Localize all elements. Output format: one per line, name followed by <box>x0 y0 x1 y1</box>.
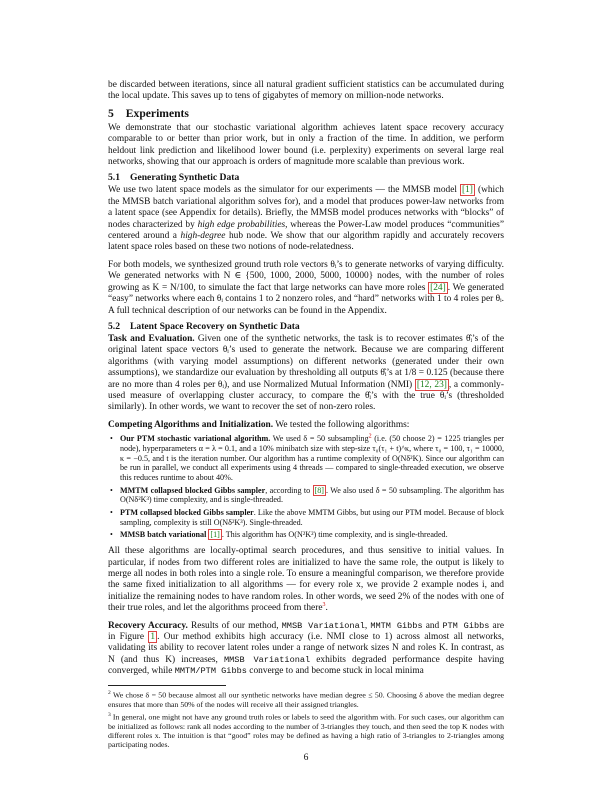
citation-link[interactable]: [8] <box>314 485 324 495</box>
section-heading-experiments <box>108 107 504 121</box>
citation-link[interactable]: [1] <box>210 530 220 540</box>
text-span: . This algorithm has O(N²K²) time complexity, and is single-threaded. <box>221 530 448 540</box>
list-item <box>108 530 504 540</box>
text-span: exhibits degraded performance despite having converged, while <box>108 654 504 677</box>
text-span: We used δ = 50 subsampling <box>270 434 369 444</box>
algorithm-list <box>108 434 504 540</box>
subsection-number: 5.2 <box>108 320 120 332</box>
algorithm-name: Our PTM stochastic variational algorithm. <box>120 434 271 444</box>
text-span: (i.e. (50 choose 2) = 1225 triangles per node), hyperparameters α = λ = 0.1, and a 10% minibatch size with step-size τ₀(τ₁ + t)^κ, where τ₀ = 100, τ₁ = 10000, κ = −0.5, and t is the iteration number. Our algorithm has a runtime complexity of O(Nδ²K). Since our algorithm can be run in parallel, we conduct all experiments using 4 threads — compared to single-threaded execution, we observe this reduces runtime to about 40%. <box>120 434 505 482</box>
experiments-paragraph: We demonstrate that our stochastic variational algorithm achieves latent space recovery accuracy comparable to or better than prior work, but in only a fraction of the time. In addition, we perform heldout link prediction and likelihood lower bound (i.e. perplexity) experiments on several large real networks, showing that our approach is orders of magnitude more scalable than previous work. <box>108 122 504 168</box>
figure-link[interactable]: 1 <box>150 632 156 643</box>
page-number: 6 <box>303 752 309 763</box>
method-name: PTM Gibbs <box>442 620 490 631</box>
text-span: Given one of the synthetic networks, the task is to recover estimates θ̂ᵢ’s of the original latent space vectors θᵢ’s used to generate the network. Because we are comparing different algorithms (with varying model assumptions) on different networks (generated under their own assumptions), we standardize our evaluation by thresholding all outputs θ̂ᵢ’s at 1/8 = 0.125 (because there are no more than 4 roles per θᵢ), and use Normalized Mutual Information (NMI) <box>108 333 504 390</box>
footnote-text: We chose δ = 50 because almost all our synthetic networks have median degree ≤ 50. Choosing δ above the median degree ensures that more than 50% of the nodes will receive all their assigned triangles. <box>108 690 504 709</box>
bullet-icon: • <box>110 434 113 444</box>
method-name: MMSB Variational <box>281 620 365 631</box>
footnote-divider <box>108 685 226 686</box>
emphasis-text: high edge probabilities <box>197 219 286 230</box>
synthetic-data-paragraph-2 <box>108 260 504 317</box>
text-span: , whereas the Power-Law model produces “communities” centered around a <box>108 219 504 242</box>
paragraph-lead: Task and Evaluation. <box>108 333 195 344</box>
text-span: . Our method exhibits high accuracy (i.e. NMI close to 1) across almost all networks, validating its ability to recover latent roles under a range of network sizes N and roles K. In contrast, as N (and thus K) increases, <box>108 632 504 665</box>
text-span: , <box>364 620 371 631</box>
footnote-number: 3 <box>108 711 111 718</box>
method-name: MMTM Gibbs <box>370 620 423 631</box>
paragraph-lead: Recovery Accuracy. <box>108 620 188 631</box>
footnote-marker[interactable]: 3 <box>322 602 326 609</box>
text-span: and <box>422 620 443 631</box>
method-name: MMTM/PTM Gibbs <box>174 666 247 677</box>
footnote-number: 2 <box>108 689 111 696</box>
list-item <box>108 508 504 527</box>
text-span: Results of our method, <box>187 620 282 631</box>
text-span: For both models, we synthesized ground truth role vectors θᵢ’s to generate networks of varying difficulty. We generated networks with N ∈ {500, 1000, 2000, 5000, 10000} nodes, with the number of roles growing as K = N/100, to simulate the fact that large networks can have more roles <box>108 259 504 293</box>
citation-link[interactable]: [24] <box>430 282 446 293</box>
task-evaluation-paragraph <box>108 334 504 414</box>
text-span: . We also used δ = 50 subsampling. The algorithm has O(Nδ²K³) time complexity, and is single-threaded. <box>120 485 504 505</box>
paragraph-lead: Competing Algorithms and Initialization. <box>108 419 274 430</box>
competing-algorithms-paragraph <box>108 420 504 431</box>
footnote <box>108 689 504 709</box>
method-name: MMSB Variational <box>223 654 311 665</box>
citation-link[interactable]: [12, 23] <box>416 379 447 390</box>
text-span: converge to and become stuck in local minima <box>246 666 424 677</box>
algorithm-name: MMTM collapsed blocked Gibbs sampler <box>120 485 266 495</box>
bullet-icon: • <box>110 508 113 518</box>
subsection-title: Latent Space Recovery on Synthetic Data <box>130 320 300 332</box>
list-item <box>108 486 504 505</box>
intro-paragraph: be discarded between iterations, since all natural gradient sufficient statistics can be accumulated during the local update. This saves up to tens of gigabytes of memory on million-node networks. <box>108 80 504 102</box>
footnote-marker[interactable]: 2 <box>368 433 372 440</box>
list-item <box>108 434 504 483</box>
text-span: hub node. We show that our algorithm rapidly and accurately recovers latent space roles based on these two notions of node-relatedness. <box>108 231 504 253</box>
local-optimal-paragraph <box>108 546 504 614</box>
text-span: We use two latent space models as the simulator for our experiments — the MMSB model <box>108 185 460 196</box>
text-span: (which the MMSB batch variational algorithm solves for), and a model that produces power-law networks from a latent space (see Appendix for details). Briefly, the MMSB model produces networks with “blocks” of nodes characterized by <box>108 185 504 230</box>
text-span: , a commonly-used measure of overlapping cluster accuracy, to compare the θ̂ᵢ’s with the true θᵢ’s (thresholded similarly). In other words, we want to recover the set of non-zero roles. <box>108 379 504 413</box>
subsection-number: 5.1 <box>108 172 120 184</box>
page-content <box>108 80 504 752</box>
subsection-title: Generating Synthetic Data <box>130 172 240 184</box>
text-span: are in Figure <box>108 620 504 643</box>
section-title: Experiments <box>125 106 189 120</box>
synthetic-data-paragraph-1 <box>108 185 504 253</box>
text-span: . <box>325 603 328 614</box>
algorithm-name: PTM collapsed blocked Gibbs sampler <box>120 508 254 518</box>
emphasis-text: high-degree <box>180 231 226 242</box>
subsection-heading-5-2 <box>108 321 504 333</box>
subsection-heading-5-1 <box>108 172 504 184</box>
bullet-icon: • <box>110 530 113 540</box>
footnote-text: In general, one might not have any ground truth roles or labels to seed the algorithm with. For such cases, our algorithm can be initialized as follows: rank all nodes according to the number of 3-triangles they touch, and then seed the top K nodes with different roles x. The intuition is that “good” roles may be defined as having a high ratio of 3-triangles to 2-triangles among participating nodes. <box>108 712 504 750</box>
text-span: . We generated “easy” networks where each θᵢ contains 1 to 2 nonzero roles, and “hard” networks with 1 to 4 roles per θᵢ. A full technical description of our networks can be found in the Appendix. <box>108 282 504 316</box>
text-span: We tested the following algorithms: <box>273 419 410 430</box>
citation-link[interactable]: [1] <box>462 185 473 196</box>
algorithm-name: MMSB batch variational <box>120 530 207 540</box>
section-number: 5 <box>108 106 114 120</box>
text-span: , according to <box>265 485 313 495</box>
text-span: All these algorithms are locally-optimal search procedures, and thus sensitive to initial values. In particular, if nodes from two different roles are initialized to have the same role, the output is likely to merge all nodes in both roles into a single role. To ensure a meaningful comparison, we therefore provide the same fixed initialization to all algorithms — for every role x, we provide 2 example nodes i, and initialize the remaining nodes to have random roles. In other words, we seed 2% of the nodes with one of their true roles, and let the algorithms proceed from there <box>108 546 504 614</box>
footnote <box>108 711 504 750</box>
bullet-icon: • <box>110 485 113 495</box>
text-span: . Like the above MMTM Gibbs, but using our PTM model. Because of block sampling, complexity is still O(Nδ²K³). Single-threaded. <box>120 508 504 527</box>
recovery-accuracy-paragraph <box>108 621 504 678</box>
